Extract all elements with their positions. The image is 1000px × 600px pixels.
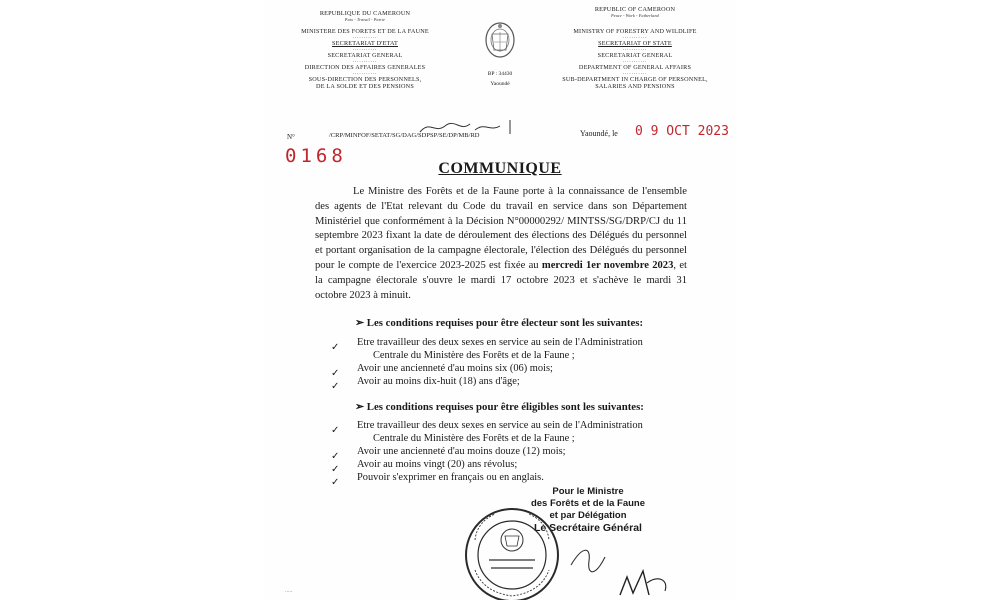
list-item: Avoir une ancienneté d'au moins six (06) mois; <box>357 363 553 374</box>
section-2-title-text: Les conditions requises pour être éligibles sont les suivantes: <box>366 401 644 413</box>
arrow-icon: ➢ <box>355 401 365 413</box>
coat-of-arms-icon <box>482 20 518 64</box>
header-right-department: DEPARTMENT OF GENERAL AFFAIRS <box>578 64 692 71</box>
emblem-city: Yaoundé <box>490 81 510 87</box>
list-item: Avoir une ancienneté d'au moins douze (12) mois; <box>357 446 566 457</box>
header-right-motto: Peace - Work - Fatherland <box>611 13 659 18</box>
check-icon: ✓ <box>331 368 340 379</box>
reference-date: 0 9 OCT 2023 <box>635 124 729 139</box>
section-1-list <box>331 337 643 392</box>
section-2-list <box>331 420 643 488</box>
signature-line-4: Le Secrétaire Général <box>534 522 642 534</box>
header-left-sous-direction-1: SOUS-DIRECTION DES PERSONNELS, <box>308 76 422 83</box>
body-bold-date: mercredi 1er novembre 2023 <box>541 259 674 271</box>
list-item: Etre travailleur des deux sexes en service au sein de l'Administration <box>357 337 643 348</box>
body-paragraph <box>315 185 687 303</box>
header-left-secretariat-etat: SECRETARIAT D'ETAT <box>332 40 398 47</box>
arrow-icon: ➢ <box>355 317 365 329</box>
header-right: REPUBLIC OF CAMEROON Peace - Work - Fatherland MINISTRY OF FORESTRY AND WILDLIFE ........... SECRETARIAT OF STATE ........... SECRETARIAT GENERAL ........... DEPARTMENT OF GENERAL AFFAIRS ........... SUB-DEPARTMENT IN CHARGE OF PERSONNEL, SALARIES AND PENSIONS <box>535 6 735 90</box>
signature-line-2: des Forêts et de la Faune <box>530 498 646 509</box>
document-page: REPUBLIQUE DU CAMEROUN Paix - Travail - Patrie MINISTERE DES FORETS ET DE LA FAUNE ........... SECRETARIAT D'ETAT ........... SECRETARIAT GENERAL ........... DIRECTION DES AFFAIRES GENERALES ........... SOUS-DIRECTION DES PERSONNELS, DE LA SOLDE ET DES PENSIONS BP : 34430 Yaoundé REPUBLIC OF CAMEROON Peace - Work - Fatherland MINISTRY OF FORESTRY AND WILDLIFE ........... SECRETARIAT OF STATE ........... SECRETARIAT GENERAL ........... DEPARTMENT OF GENERAL AFFAIRS ........... SUB-DEPARTMENT IN CHARGE OF PERSONNEL, SALARIES AND PENSIONS N° /CRP/MINFOF/SETAT/SG/DAG/SDPSP/SE/DP/MB/RD 0168 Yaoundé, le 0 9 OCT 2023 COMMUNIQUE Le Ministre des Forêts et de la Faune porte à la connaissance de l'ensemble des agents de l'Etat relevant du Code du travail en service dans son Département Ministériel que conformément à la Décision N°00000292/ MINTSS/SG/DRP/CJ du 11 septembre 2023 fixant la date de déroulement des élections des Délégués du personnel et portant organisation de la campagne électorale, l'élection des Délégués du personnel pour le compte de l'exercice 2023-2025 est fixée au mercredi 1er novembre 2023, et la campagne électorale s'ouvre le mardi 17 octobre 2023 et s'achève le mardi 31 octobre 2023 à minuit. ➢ Les conditions requises pour être électeur sont les suivantes: ✓ Etre travailleur des deux sexes en service au sein de l'Administration Centrale du Ministère des Forêts et de la Faune ; ✓ Avoir une ancienneté d'au moins six (06) mois; ✓ Avoir au moins dix-huit (18) ans d'âge; ➢ Les conditions requises pour être éligibles sont les suivantes: ✓ Etre travailleur des deux sexes en service au sein de l'Administration Centrale du Ministère des Forêts et de la Faune ; ✓ Avoir une ancienneté d'au moins douze (12) mois; ✓ Avoir au moins vingt (20) ans révolus; ✓ Pouvoir s'exprimer en français ou en anglais. Pour le Ministre des Forêts et de la Faune et par Délégation Le Secrétaire Général ..... <box>265 0 735 600</box>
reference-place-label: Yaoundé, le <box>580 129 618 138</box>
check-icon: ✓ <box>331 464 340 475</box>
body-part-1: Le Ministre des Forêts et de la Faune porte à la connaissance de l'ensemble des agents de l'Etat relevant du Code du travail en service dans son Département Ministériel que conformément à la Décision N°00000292/ MINTSS/SG/DRP/CJ du 11 septembre 2023 fixant la date de déroulement des élections des Délégués du personnel et portant organisation de la campagne électorale, l'élection des Délégués du personnel pour le compte de l'exercice 2023-2025 est fixée au <box>315 186 687 271</box>
check-icon: ✓ <box>331 477 340 488</box>
check-icon: ✓ <box>331 342 340 353</box>
document-title: COMMUNIQUE <box>438 160 562 177</box>
list-item: Centrale du Ministère des Forêts et de la Faune ; <box>373 350 575 361</box>
header-right-secretariat-general: SECRETARIAT GENERAL <box>597 52 673 59</box>
header-right-country: REPUBLIC OF CAMEROON <box>594 6 676 13</box>
signature-line-3: et par Délégation <box>549 510 627 521</box>
header-right-secretariat-state: SECRETARIAT OF STATE <box>598 40 672 47</box>
list-item: Centrale du Ministère des Forêts et de la Faune ; <box>373 433 575 444</box>
list-item: Pouvoir s'exprimer en français ou en anglais. <box>357 472 544 483</box>
header-right-ministry: MINISTRY OF FORESTRY AND WILDLIFE <box>573 28 697 35</box>
header-right-sub-department-2: SALARIES AND PENSIONS <box>595 83 675 90</box>
list-item: Etre travailleur des deux sexes en service au sein de l'Administration <box>357 420 643 431</box>
header-left-motto: Paix - Travail - Patrie <box>344 17 386 22</box>
header-right-sub-department-1: SUB-DEPARTMENT IN CHARGE OF PERSONNEL, <box>562 76 708 83</box>
official-seal-icon <box>457 500 567 600</box>
check-icon: ✓ <box>331 451 340 462</box>
section-1-title-text: Les conditions requises pour être électeur sont les suivantes: <box>366 317 644 329</box>
section-1-title <box>355 316 643 329</box>
header-left-country: REPUBLIQUE DU CAMEROUN <box>319 10 411 17</box>
initials-signature-icon <box>415 118 525 138</box>
title-wrap <box>265 160 735 178</box>
emblem <box>475 20 525 87</box>
reference-number: 0168 <box>285 145 347 167</box>
check-icon: ✓ <box>331 381 340 392</box>
check-icon: ✓ <box>331 425 340 436</box>
reference-code: /CRP/MINFOF/SETAT/SG/DAG/SDPSP/SE/DP/MB/RD <box>329 132 480 139</box>
list-item: Avoir au moins dix-huit (18) ans d'âge; <box>357 376 520 387</box>
section-2-title <box>355 400 644 413</box>
list-item: Avoir au moins vingt (20) ans révolus; <box>357 459 518 470</box>
header-left-ministry: MINISTERE DES FORETS ET DE LA FAUNE <box>301 28 429 35</box>
signature-line-1: Pour le Ministre <box>552 486 624 497</box>
body-part-2: , et la campagne électorale s'ouvre le mardi 17 octobre 2023 et s'achève le mardi 31 octobre 2023 à minuit. <box>315 259 687 301</box>
emblem-bp: BP : 34430 <box>487 71 513 77</box>
header-left-secretariat-general: SECRETARIAT GENERAL <box>327 52 403 59</box>
header-left-direction: DIRECTION DES AFFAIRES GENERALES <box>304 64 426 71</box>
reference-no-label: N° <box>287 133 295 141</box>
header-left: REPUBLIQUE DU CAMEROUN Paix - Travail - Patrie MINISTERE DES FORETS ET DE LA FAUNE ........... SECRETARIAT D'ETAT ........... SECRETARIAT GENERAL ........... DIRECTION DES AFFAIRES GENERALES ........... SOUS-DIRECTION DES PERSONNELS, DE LA SOLDE ET DES PENSIONS <box>265 10 465 90</box>
handwritten-signature-icon <box>565 535 685 600</box>
header-left-sous-direction-2: DE LA SOLDE ET DES PENSIONS <box>316 83 414 90</box>
